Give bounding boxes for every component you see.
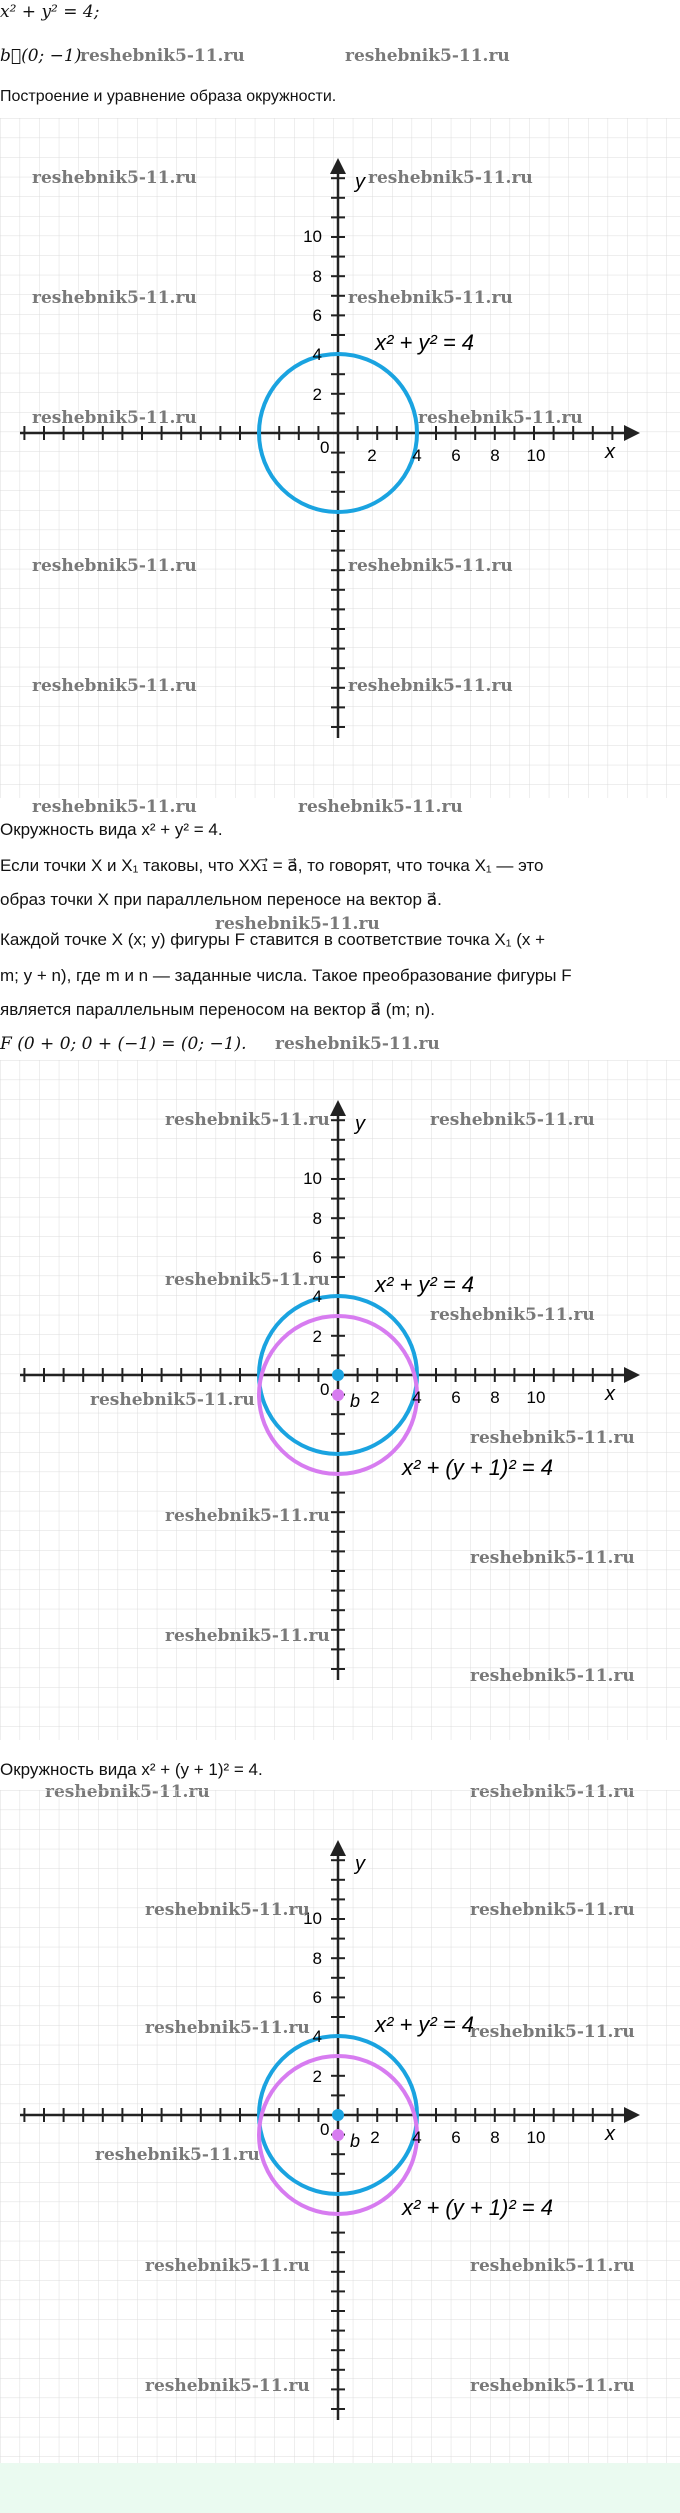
svg-text:x: x	[605, 2123, 615, 2145]
watermark: reshebnik5-11.ru	[95, 2145, 260, 2165]
origin-label: 0	[320, 438, 330, 457]
watermark: reshebnik5-11.ru	[32, 288, 197, 308]
watermark: reshebnik5-11.ru	[32, 168, 197, 188]
watermark: reshebnik5-11.ru	[345, 46, 510, 66]
watermark: reshebnik5-11.ru	[215, 914, 380, 934]
y-tick-label: 2	[312, 385, 322, 404]
center-original	[332, 2109, 344, 2121]
graph-panel-3	[0, 1790, 680, 2463]
y-tick-label: 4	[312, 345, 322, 364]
x-axis-label: x	[605, 441, 615, 463]
svg-text:8: 8	[490, 1388, 500, 1407]
center-image	[332, 2129, 344, 2141]
watermark: reshebnik5-11.ru	[32, 408, 197, 428]
watermark: reshebnik5-11.ru	[32, 676, 197, 696]
text-line: является параллельным переносом на вектор a⃗ (m; n).	[0, 1000, 435, 1019]
bottom-bar	[0, 2463, 680, 2513]
watermark: reshebnik5-11.ru	[430, 1305, 595, 1325]
watermark: reshebnik5-11.ru	[165, 1626, 330, 1646]
svg-text:y: y	[355, 1113, 365, 1135]
watermark: reshebnik5-11.ru	[80, 46, 245, 66]
watermark: reshebnik5-11.ru	[470, 1548, 635, 1568]
x-tick-label: 2	[367, 446, 377, 465]
watermark: reshebnik5-11.ru	[32, 797, 197, 817]
coordinate-graph-3	[0, 1790, 680, 2463]
x-tick-label: 8	[490, 446, 500, 465]
watermark: reshebnik5-11.ru	[470, 2022, 635, 2042]
graph-panel-1	[0, 118, 680, 798]
text-line: образ точки X при параллельном переносе на вектор a⃗.	[0, 890, 442, 909]
svg-text:x: x	[605, 1383, 615, 1405]
text-line: Окружность вида x² + (y + 1)² = 4.	[0, 1760, 263, 1779]
watermark: reshebnik5-11.ru	[470, 2256, 635, 2276]
watermark: reshebnik5-11.ru	[470, 1666, 635, 1686]
watermark: reshebnik5-11.ru	[348, 556, 513, 576]
y-tick-label: 10	[303, 227, 322, 246]
svg-text:2: 2	[312, 2067, 322, 2086]
svg-text:6: 6	[312, 1248, 322, 1267]
svg-text:x² + y² = 4: x² + y² = 4	[375, 1272, 475, 1297]
watermark: reshebnik5-11.ru	[32, 556, 197, 576]
text-line: Если точки X и X₁ таковы, что XX₁⃗ = a⃗, то говорят, что точка X₁ — это	[0, 856, 544, 875]
svg-text:10: 10	[526, 1388, 546, 1407]
watermark: reshebnik5-11.ru	[275, 1034, 440, 1054]
center-image	[332, 1389, 344, 1401]
y-axis-label: y	[355, 171, 365, 193]
watermark: reshebnik5-11.ru	[470, 1900, 635, 1920]
watermark: reshebnik5-11.ru	[145, 1900, 310, 1920]
circle2-equation: x² + (y + 1)² = 4	[402, 1455, 553, 1480]
center-original	[332, 1369, 344, 1381]
svg-text:b: b	[350, 2131, 361, 2151]
vector-b-label: b	[350, 1391, 361, 1411]
svg-text:6: 6	[312, 1988, 322, 2007]
svg-text:4: 4	[412, 2128, 422, 2147]
watermark: reshebnik5-11.ru	[470, 1428, 635, 1448]
svg-text:8: 8	[312, 1949, 322, 1968]
watermark: reshebnik5-11.ru	[368, 168, 533, 188]
svg-text:2: 2	[370, 2128, 380, 2147]
x-tick-label: 4	[412, 446, 422, 465]
watermark: reshebnik5-11.ru	[298, 797, 463, 817]
circle1-equation: x² + y² = 4	[375, 330, 475, 355]
svg-text:y: y	[355, 1853, 365, 1875]
svg-text:2: 2	[370, 1388, 380, 1407]
svg-text:10: 10	[303, 1169, 322, 1188]
y-tick-label: 6	[312, 306, 322, 325]
watermark: reshebnik5-11.ru	[418, 408, 583, 428]
y-tick-label: 8	[312, 267, 322, 286]
text-line: m; y + n), где m и n — заданные числа. Такое преобразование фигуры F	[0, 966, 572, 985]
watermark: reshebnik5-11.ru	[165, 1506, 330, 1526]
svg-text:0: 0	[320, 1380, 330, 1399]
svg-text:4: 4	[312, 1287, 322, 1306]
vector-b: b⃗(0; −1).	[0, 46, 87, 66]
watermark: reshebnik5-11.ru	[165, 1110, 330, 1130]
watermark: reshebnik5-11.ru	[145, 2018, 310, 2038]
watermark: reshebnik5-11.ru	[430, 1110, 595, 1130]
watermark: reshebnik5-11.ru	[470, 2376, 635, 2396]
watermark: reshebnik5-11.ru	[90, 1390, 255, 1410]
svg-text:6: 6	[451, 1388, 461, 1407]
text-line: Окружность вида x² + y² = 4.	[0, 820, 223, 839]
coordinate-graph-1	[0, 118, 680, 798]
watermark: reshebnik5-11.ru	[348, 676, 513, 696]
svg-text:4: 4	[412, 1388, 422, 1407]
text-line: Каждой точке X (x; y) фигуры F ставится в соответствие точка X₁ (x +	[0, 930, 546, 949]
svg-text:0: 0	[320, 2120, 330, 2139]
watermark: reshebnik5-11.ru	[348, 288, 513, 308]
svg-text:4: 4	[312, 2027, 322, 2046]
intro-equation: x² + y² = 4;	[0, 2, 100, 22]
svg-text:x² + (y + 1)² = 4: x² + (y + 1)² = 4	[402, 2195, 553, 2220]
svg-text:2: 2	[312, 1327, 322, 1346]
watermark: reshebnik5-11.ru	[165, 1270, 330, 1290]
svg-text:6: 6	[451, 2128, 461, 2147]
text-line: F (0 + 0; 0 + (−1) = (0; −1).	[0, 1034, 247, 1054]
caption: Построение и уравнение образа окружности.	[0, 88, 337, 105]
svg-text:x² + y² = 4: x² + y² = 4	[375, 2012, 475, 2037]
graph-panel-2	[0, 1060, 680, 1740]
x-tick-label: 10	[526, 446, 546, 465]
watermark: reshebnik5-11.ru	[145, 2256, 310, 2276]
svg-text:8: 8	[490, 2128, 500, 2147]
svg-text:10: 10	[526, 2128, 546, 2147]
x-tick-label: 6	[451, 446, 461, 465]
svg-text:10: 10	[303, 1909, 322, 1928]
svg-text:8: 8	[312, 1209, 322, 1228]
watermark: reshebnik5-11.ru	[145, 2376, 310, 2396]
